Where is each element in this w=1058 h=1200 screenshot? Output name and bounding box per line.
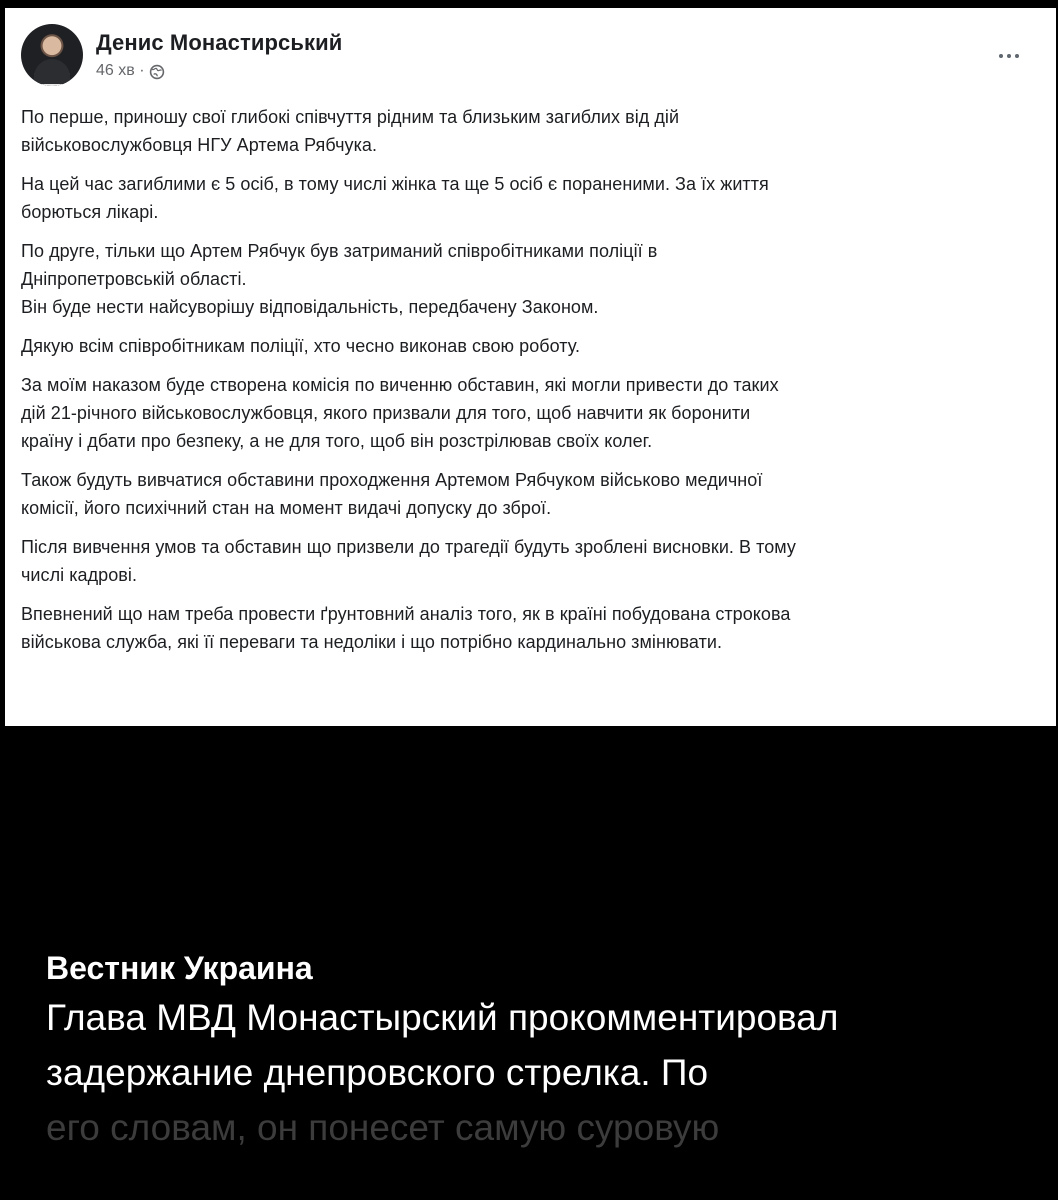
post-paragraph: За моїм наказом буде створена комісія по виченню обставин, які могли привести до таких дій 21-річного військовослужбовця, якого призвали для того, щоб навчити як боронити країну і дбати про безпеку, а не для того, щоб він розстрілював своїх колег. [21,375,779,451]
news-source-title[interactable]: Вестник Украина [46,950,313,986]
post-meta [96,62,165,80]
news-overlay [46,948,1026,1153]
news-headline-line-faded[interactable]: его словам, он понесет самую суровую [46,1107,720,1148]
post-paragraph: Дякую всім співробітникам поліції, хто чесно виконав свою роботу. [21,336,581,356]
more-options-dot [1007,54,1011,58]
post-paragraph: Після вивчення умов та обставин що призвели до трагедії будуть зроблені висновки. В тому числі кадрові. [21,537,796,585]
facebook-post-card [5,8,1056,726]
author-avatar[interactable] [21,24,83,86]
post-header [21,24,1041,94]
more-options-dot [999,54,1003,58]
author-name[interactable]: Денис Монастирський [96,30,343,55]
more-options-icon[interactable] [991,44,1027,68]
post-paragraph: На цей час загиблими є 5 осіб, в тому числі жінка та ще 5 осіб є пораненими. За їх життя борються лікарі. [21,174,769,222]
post-time[interactable]: 46 хв · [96,62,145,79]
news-headline-line[interactable]: задержание днепровского стрелка. По [46,1052,709,1093]
post-paragraph: По друге, тільки що Артем Рябчук був затриманий співробітниками поліції в Дніпропетровській області. Він буде нести найсуворішу відповідальність, передбачену Законом. [21,241,658,317]
post-paragraph: Також будуть вивчатися обставини проходження Артемом Рябчуком військово медичної комісії, його психічний стан на момент видачі допуску до зброї. [21,470,763,518]
post-paragraph: Впевнений що нам треба провести ґрунтовний аналіз того, як в країні побудована строкова військова служба, які її переваги та недоліки і що потрібно кардинально змінювати. [21,604,791,652]
post-paragraph: По перше, приношу свої глибокі співчуття рідним та близьким загиблих від дій військовослужбовця НГУ Артема Рябчука. [21,107,680,155]
globe-icon [149,64,165,80]
more-options-dot [1015,54,1019,58]
news-headline-line[interactable]: Глава МВД Монастырский прокомментировал [46,997,839,1038]
post-text [21,103,1039,667]
